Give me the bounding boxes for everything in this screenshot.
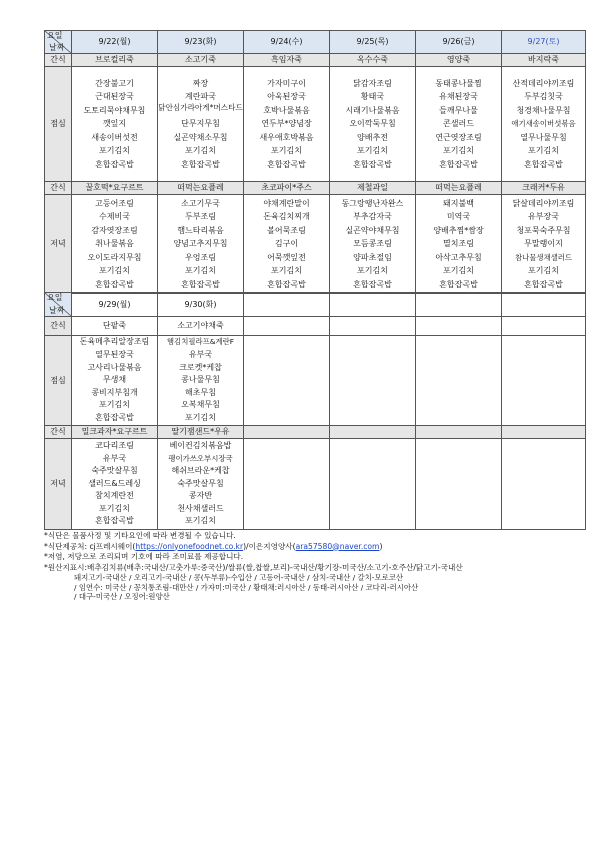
corner-cell xyxy=(45,31,72,54)
dinner-cell-empty xyxy=(416,439,502,530)
menu-item: 혼합잡곡밥 xyxy=(95,159,134,169)
date-header-empty xyxy=(330,293,416,317)
menu-item: 야채계란말이 xyxy=(263,198,310,208)
menu-item: 열무나물무침 xyxy=(520,132,567,142)
menu-item: 베이컨김치볶음밥 xyxy=(169,440,232,450)
snack-pm-cell: 딸기잼샌드*우유 xyxy=(158,426,244,439)
lunch-cell xyxy=(502,67,586,182)
snack-am-cell xyxy=(244,317,330,336)
meal-label-snack-pm: 간식 xyxy=(45,182,72,195)
menu-item: 참치계란전 xyxy=(95,491,134,501)
meal-label-snack-pm: 간식 xyxy=(45,426,72,439)
note-origin: *원산지표시:배추김치류(배추:국내산/고춧가루:중국산)/쌀류(쌀,찹쌀,보리)-국내산/황기장-미국산/소고기-호주산/닭고기-국내산 xyxy=(44,562,463,572)
menu-item: 근대된장국 xyxy=(95,92,134,102)
snack-pm-cell: 꿀호떡*요구르트 xyxy=(72,182,158,195)
menu-item: 유채된장국 xyxy=(439,92,478,102)
dinner-cell xyxy=(158,439,244,530)
menu-item: 고등어조림 xyxy=(95,198,134,208)
date-header: 9/30(화) xyxy=(158,293,244,317)
menu-item: 혼합잡곡밥 xyxy=(524,159,563,169)
snack-pm-cell xyxy=(330,426,416,439)
date-header-empty xyxy=(502,293,586,317)
snack-am-cell: 단팥죽 xyxy=(72,317,158,336)
menu-item: 수제비국 xyxy=(99,212,130,222)
menu-item: 참나물생채샐러드 xyxy=(514,252,573,262)
snack-am-cell: 영양죽 xyxy=(416,54,502,67)
date-header: 9/26(금) xyxy=(416,31,502,54)
menu-item: 호박나물볶음 xyxy=(263,105,310,115)
menu-item: 닭안심가라아게*머스타드 xyxy=(158,102,243,112)
lunch-cell xyxy=(158,336,244,426)
meal-label-dinner: 저녁 xyxy=(45,195,72,294)
menu-item: 양배추전 xyxy=(357,132,388,142)
menu-item: 소고기무국 xyxy=(181,198,220,208)
snack-pm-cell: 밀크과자*요구르트 xyxy=(72,426,158,439)
note-seasoning: *저염, 저당으로 조리되며 기호에 따라 조미료를 제공합니다. xyxy=(44,552,244,561)
corner-cell xyxy=(45,293,72,317)
menu-item: 포기김치 xyxy=(443,266,474,276)
menu-item: 새우애호박볶음 xyxy=(259,132,314,142)
menu-item: 유부장국 xyxy=(528,212,559,222)
lunch-cell-empty xyxy=(502,336,586,426)
menu-item: 유부국 xyxy=(102,453,127,463)
date-header: 9/22(월) xyxy=(72,31,158,54)
menu-item: 감자엿장조림 xyxy=(91,225,138,235)
provider-website-link[interactable]: https://onlyonefoodnet.co.kr xyxy=(135,541,244,551)
menu-item: 양배추찜*쌈장 xyxy=(433,225,484,235)
menu-item: 콩비지부침개 xyxy=(91,387,138,397)
date-header: 9/24(수) xyxy=(244,31,330,54)
date-header: 9/23(화) xyxy=(158,31,244,54)
week2-menu-table xyxy=(44,292,586,530)
menu-item: 취나물볶음 xyxy=(95,239,134,249)
menu-item: 숙주맛살무침 xyxy=(177,478,224,488)
dietitian-email-link[interactable]: ara57580@naver.com xyxy=(295,541,380,551)
menu-item: 단무지무침 xyxy=(181,119,220,129)
dinner-cell-empty xyxy=(244,439,330,530)
menu-item: 포기김치 xyxy=(185,412,216,422)
menu-item: 아욱된장국 xyxy=(267,92,306,102)
menu-item: 돼지불백 xyxy=(443,198,474,208)
menu-item: 혼합잡곡밥 xyxy=(181,159,220,169)
menu-item: 모듬콩조림 xyxy=(353,239,392,249)
meal-label-lunch: 점심 xyxy=(45,67,72,182)
lunch-cell xyxy=(244,67,330,182)
menu-item: 해쉬브라운*케찹 xyxy=(171,466,230,476)
corner-date-label: 날짜 xyxy=(49,306,65,315)
menu-item: 실곤약채소무침 xyxy=(173,132,228,142)
menu-item: 양파초절임 xyxy=(353,252,392,262)
lunch-cell xyxy=(330,67,416,182)
menu-item: 혼합잡곡밥 xyxy=(439,159,478,169)
menu-item: 시래기나물볶음 xyxy=(345,105,400,115)
snack-pm-cell xyxy=(244,426,330,439)
menu-item: 새송이버섯전 xyxy=(91,132,138,142)
menu-item: 포기김치 xyxy=(528,146,559,156)
menu-item: 연두부*양념장 xyxy=(261,119,312,129)
menu-item: 숙주맛살무침 xyxy=(91,466,138,476)
menu-item: 김구이 xyxy=(274,239,299,249)
menu-item: 청포묵숙주무침 xyxy=(516,225,571,235)
dinner-cell xyxy=(330,195,416,294)
date-header: 9/25(목) xyxy=(330,31,416,54)
lunch-cell xyxy=(72,336,158,426)
menu-item: 청경채나물무침 xyxy=(516,105,571,115)
menu-item: 짜장 xyxy=(192,78,209,88)
snack-pm-cell: 초코파이*주스 xyxy=(244,182,330,195)
menu-item: 유부국 xyxy=(188,350,213,360)
menu-item: 가자미구이 xyxy=(267,78,306,88)
lunch-cell xyxy=(72,67,158,182)
menu-item: 닭살데리야끼조림 xyxy=(512,198,575,208)
menu-item: 오복채무침 xyxy=(181,400,220,410)
menu-item: 볼어묵조림 xyxy=(267,225,306,235)
snack-am-cell: 바지락죽 xyxy=(502,54,586,67)
menu-item: 포기김치 xyxy=(271,146,302,156)
menu-item: 산적데리야끼조림 xyxy=(512,78,575,88)
menu-item: 혼합잡곡밥 xyxy=(439,279,478,289)
note-provider-mid: )/이은지영양사( xyxy=(243,541,296,551)
snack-am-cell: 소고기야채죽 xyxy=(158,317,244,336)
menu-item: 연근엿장조림 xyxy=(435,132,482,142)
lunch-cell-empty xyxy=(416,336,502,426)
note-provider-prefix: *식단제공처: cj프레시웨이( xyxy=(44,541,136,551)
date-header-saturday: 9/27(토) xyxy=(502,31,586,54)
dinner-cell xyxy=(502,195,586,294)
menu-item: 해초무침 xyxy=(185,387,216,397)
menu-item: 무생채 xyxy=(102,375,127,385)
menu-item: 고사리나물볶음 xyxy=(87,362,142,372)
menu-item: 혼합잡곡밥 xyxy=(267,159,306,169)
menu-item: 콩자반 xyxy=(188,491,213,501)
menu-item: 콘샐러드 xyxy=(443,119,474,129)
menu-item: 깻잎지 xyxy=(102,119,127,129)
snack-am-cell: 흑임자죽 xyxy=(244,54,330,67)
corner-day-label: 요일 xyxy=(47,293,63,302)
menu-item: 콩나물무침 xyxy=(181,375,220,385)
lunch-cell xyxy=(416,67,502,182)
menu-item: 돈육메추리알장조림 xyxy=(79,337,150,347)
snack-pm-cell: 제철과일 xyxy=(330,182,416,195)
lunch-cell-empty xyxy=(330,336,416,426)
menu-item: 포기김치 xyxy=(99,400,130,410)
menu-item: 어묵깻잎전 xyxy=(267,252,306,262)
dinner-cell xyxy=(72,195,158,294)
menu-item: 황태국 xyxy=(360,92,385,102)
menu-item: 우엉조림 xyxy=(185,252,216,262)
snack-pm-cell xyxy=(416,426,502,439)
date-header: 9/29(월) xyxy=(72,293,158,317)
snack-am-cell xyxy=(330,317,416,336)
menu-item: 애기새송이버섯볶음 xyxy=(511,119,576,129)
menu-item: 멸치조림 xyxy=(443,239,474,249)
lunch-cell xyxy=(158,67,244,182)
snack-pm-cell: 떠먹는요플레 xyxy=(416,182,502,195)
menu-item: 양념고추지무침 xyxy=(173,239,228,249)
menu-item: 포기김치 xyxy=(271,266,302,276)
snack-pm-cell: 떠먹는요플레 xyxy=(158,182,244,195)
menu-item: 혼합잡곡밥 xyxy=(524,279,563,289)
menu-item: 아삭고추무침 xyxy=(435,252,482,262)
menu-item: 실곤약야채무침 xyxy=(345,225,400,235)
lunch-cell-empty xyxy=(244,336,330,426)
note-origin-line: 돼지고기-국내산 / 오리고기-국내산 / 콩(두부류)-수입산 / 고등어-국내산 / 삼치-국내산 / 갈치-모로코산 xyxy=(74,573,404,582)
menu-item: 오이깍둑무침 xyxy=(349,119,396,129)
date-header-empty xyxy=(244,293,330,317)
dinner-cell xyxy=(416,195,502,294)
meal-label-dinner: 저녁 xyxy=(45,439,72,530)
menu-item: 포기김치 xyxy=(357,266,388,276)
menu-item: 혼합잡곡밥 xyxy=(95,412,134,422)
menu-item: 포기김치 xyxy=(185,146,216,156)
menu-item: 포기김치 xyxy=(99,146,130,156)
menu-item: 두부조림 xyxy=(185,212,216,222)
menu-item: 혼합잡곡밥 xyxy=(353,279,392,289)
dinner-cell xyxy=(158,195,244,294)
snack-am-cell: 옥수수죽 xyxy=(330,54,416,67)
menu-item: 혼합잡곡밥 xyxy=(267,279,306,289)
menu-item: 혼합잡곡밥 xyxy=(95,279,134,289)
notes-section xyxy=(44,531,584,602)
menu-item: 코다리조림 xyxy=(95,440,134,450)
note-change: *식단은 물품사정 및 기타요인에 따라 변경될 수 있습니다. xyxy=(44,531,236,540)
dinner-cell xyxy=(72,439,158,530)
corner-date-label: 날짜 xyxy=(49,43,65,52)
menu-item: 계란파국 xyxy=(185,92,216,102)
snack-am-cell: 소고기죽 xyxy=(158,54,244,67)
menu-item: 오이도라지무침 xyxy=(87,252,142,262)
menu-item: 미역국 xyxy=(446,212,471,222)
meal-label-lunch: 점심 xyxy=(45,336,72,426)
menu-item: 포기김치 xyxy=(357,146,388,156)
menu-item: 혼합잡곡밥 xyxy=(95,516,134,526)
menu-item: 포기김치 xyxy=(528,266,559,276)
menu-item: 포기김치 xyxy=(185,266,216,276)
note-provider-suffix: ) xyxy=(379,541,383,551)
date-header-empty xyxy=(416,293,502,317)
menu-item: 포기김치 xyxy=(185,516,216,526)
week1-menu-table xyxy=(44,30,586,294)
menu-item: 돈육김치찌개 xyxy=(263,212,310,222)
menu-item: 포기김치 xyxy=(99,266,130,276)
menu-item: 크로켓*케찹 xyxy=(179,362,222,372)
note-origin-line: / 임연수: 미국산 / 꽁치통조림-대만산 / 가자미:미국산 / 황태채:러시아산 / 동태-러시아산 / 코다리-러시아산 xyxy=(74,582,419,592)
snack-am-cell: 브로컬리죽 xyxy=(72,54,158,67)
snack-am-cell xyxy=(502,317,586,336)
menu-item: 햄느타리볶음 xyxy=(177,225,224,235)
snack-pm-cell xyxy=(502,426,586,439)
menu-item: 햄김치필라프&계란F xyxy=(166,337,235,347)
menu-item: 두부김칫국 xyxy=(524,92,563,102)
note-provider xyxy=(44,542,584,553)
menu-item: 부추감자국 xyxy=(353,212,392,222)
menu-item: 혼합잡곡밥 xyxy=(353,159,392,169)
menu-item: 동그랑땡난자완스 xyxy=(341,198,404,208)
menu-item: 간장불고기 xyxy=(95,78,134,88)
menu-item: 팽이가쓰오부시장국 xyxy=(168,453,233,463)
note-origin-line: / 대구-미국산 / 오징어:원양산 xyxy=(74,592,170,601)
menu-item: 포기김치 xyxy=(99,503,130,513)
dinner-cell-empty xyxy=(330,439,416,530)
snack-pm-cell: 크래커*두유 xyxy=(502,182,586,195)
menu-item: 닭감자조림 xyxy=(353,78,392,88)
menu-item: 혼합잡곡밥 xyxy=(181,279,220,289)
dinner-cell-empty xyxy=(502,439,586,530)
menu-item: 동태콩나물찜 xyxy=(435,78,482,88)
menu-item: 들깨무나물 xyxy=(439,105,478,115)
menu-item: 천사채샐러드 xyxy=(177,503,224,513)
menu-item: 도토리묵야채무침 xyxy=(83,105,146,115)
corner-day-label: 요일 xyxy=(47,31,63,40)
meal-label-snack-am: 간식 xyxy=(45,317,72,336)
menu-item: 포기김치 xyxy=(443,146,474,156)
dinner-cell xyxy=(244,195,330,294)
menu-item: 샐러드&드레싱 xyxy=(88,478,141,488)
menu-item: 열무된장국 xyxy=(95,350,134,360)
menu-item: 무말랭이지 xyxy=(524,239,563,249)
meal-label-snack-am: 간식 xyxy=(45,54,72,67)
snack-am-cell xyxy=(416,317,502,336)
